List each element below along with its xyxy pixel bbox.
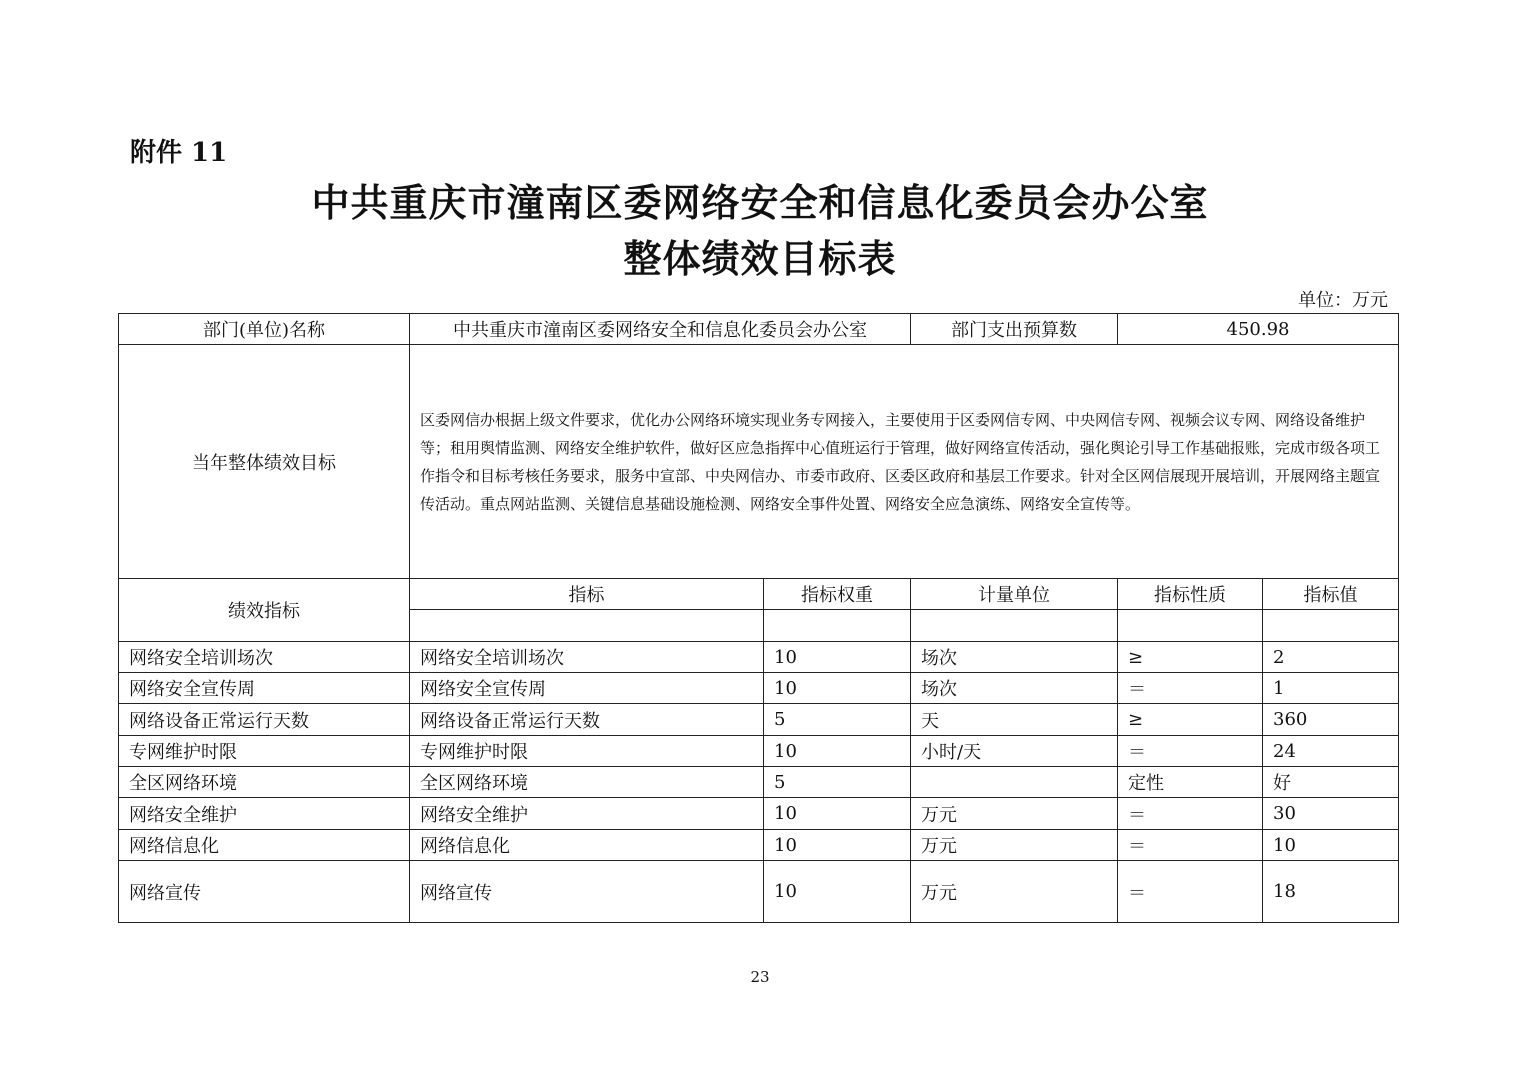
goal-text: 区委网信办根据上级文件要求，优化办公网络环境实现业务专网接入，主要使用于区委网信专网、中央网信专网、视频会议专网、网络设备维护等；租用舆情监测、网络安全维护软件，做好区应急指挥中心值班运行于管理，做好网络宣传活动，强化舆论引导工作基础报账，完成市级各项工作指令和目标考核任务要求，服务中宣部、中央网信办、市委市政府、区委区政府和基层工作要求。针对全区网信展现开展培训，开展网络主题宣传活动。重点网站监测、关键信息基础设施检测、网络安全事件处置、网络安全应急演练、网络安全宣传等。 bbox=[410, 345, 1399, 579]
table-cell: ≥ bbox=[1118, 642, 1263, 673]
table-cell: ＝ bbox=[1118, 830, 1263, 861]
table-cell: 全区网络环境 bbox=[410, 767, 764, 798]
table-row bbox=[119, 798, 1399, 830]
table-cell: ＝ bbox=[1118, 798, 1263, 830]
table-cell: 网络安全培训场次 bbox=[119, 642, 410, 673]
table-cell: 好 bbox=[1263, 767, 1399, 798]
page-number: 23 bbox=[750, 968, 770, 986]
column-header: 指标 bbox=[410, 579, 764, 610]
table-cell: 10 bbox=[1263, 830, 1399, 861]
table-cell: 网络安全宣传周 bbox=[119, 673, 410, 704]
table-cell: 网络宣传 bbox=[119, 861, 410, 923]
table-cell: 5 bbox=[764, 704, 911, 736]
table-cell: 10 bbox=[764, 798, 911, 830]
table-cell: ＝ bbox=[1118, 673, 1263, 704]
table-cell: ≥ bbox=[1118, 704, 1263, 736]
table-cell: 场次 bbox=[911, 642, 1118, 673]
table-cell: 网络信息化 bbox=[410, 830, 764, 861]
table-cell: 10 bbox=[764, 736, 911, 767]
table-cell: 天 bbox=[911, 704, 1118, 736]
table-row bbox=[119, 736, 1399, 767]
table-row bbox=[119, 642, 1399, 673]
table-cell: 5 bbox=[764, 767, 911, 798]
unit-label: 单位：万元 bbox=[1298, 290, 1388, 311]
table-cell: 网络设备正常运行天数 bbox=[119, 704, 410, 736]
table-cell: 24 bbox=[1263, 736, 1399, 767]
column-header: 指标权重 bbox=[764, 579, 911, 610]
table-cell: 万元 bbox=[911, 830, 1118, 861]
attachment-label: 附件 11 bbox=[130, 138, 228, 168]
blank-cell bbox=[764, 610, 911, 642]
indicator-header-row bbox=[119, 579, 1399, 610]
table-row bbox=[119, 830, 1399, 861]
table-cell: 2 bbox=[1263, 642, 1399, 673]
page-subtitle: 整体绩效目标表 bbox=[623, 236, 897, 281]
table-cell: 万元 bbox=[911, 798, 1118, 830]
table-cell: 10 bbox=[764, 642, 911, 673]
blank-cell bbox=[1263, 610, 1399, 642]
table-cell: 小时/天 bbox=[911, 736, 1118, 767]
table-cell: ＝ bbox=[1118, 736, 1263, 767]
blank-cell bbox=[911, 610, 1118, 642]
column-header: 指标值 bbox=[1263, 579, 1399, 610]
goal-label: 当年整体绩效目标 bbox=[119, 345, 410, 579]
table-cell: 网络安全宣传周 bbox=[410, 673, 764, 704]
header-row bbox=[119, 314, 1399, 345]
blank-cell bbox=[1118, 610, 1263, 642]
table-cell: 10 bbox=[764, 673, 911, 704]
goal-row bbox=[119, 345, 1399, 579]
indicator-section-label: 绩效指标 bbox=[119, 579, 410, 642]
budget-value: 450.98 bbox=[1118, 314, 1399, 345]
table-cell: 30 bbox=[1263, 798, 1399, 830]
dept-name: 中共重庆市潼南区委网络安全和信息化委员会办公室 bbox=[410, 314, 911, 345]
budget-label: 部门支出预算数 bbox=[911, 314, 1118, 345]
page-title: 中共重庆市潼南区委网络安全和信息化委员会办公室 bbox=[311, 180, 1209, 225]
table-cell: 专网维护时限 bbox=[119, 736, 410, 767]
table-cell: 18 bbox=[1263, 861, 1399, 923]
column-header: 指标性质 bbox=[1118, 579, 1263, 610]
dept-label: 部门(单位)名称 bbox=[119, 314, 410, 345]
table-cell: 网络设备正常运行天数 bbox=[410, 704, 764, 736]
table-cell: 定性 bbox=[1118, 767, 1263, 798]
performance-table bbox=[118, 313, 1399, 923]
column-header: 计量单位 bbox=[911, 579, 1118, 610]
table-cell: 网络信息化 bbox=[119, 830, 410, 861]
table-cell: 360 bbox=[1263, 704, 1399, 736]
table-cell: ＝ bbox=[1118, 861, 1263, 923]
table-cell: 1 bbox=[1263, 673, 1399, 704]
table-row bbox=[119, 704, 1399, 736]
table-cell: 网络安全维护 bbox=[119, 798, 410, 830]
table-cell bbox=[911, 767, 1118, 798]
table-row bbox=[119, 767, 1399, 798]
table-cell: 场次 bbox=[911, 673, 1118, 704]
blank-cell bbox=[410, 610, 764, 642]
table-row bbox=[119, 673, 1399, 704]
table-cell: 网络宣传 bbox=[410, 861, 764, 923]
table-cell: 专网维护时限 bbox=[410, 736, 764, 767]
table-cell: 网络安全维护 bbox=[410, 798, 764, 830]
table-cell: 万元 bbox=[911, 861, 1118, 923]
table-cell: 网络安全培训场次 bbox=[410, 642, 764, 673]
table-row bbox=[119, 861, 1399, 923]
table-cell: 全区网络环境 bbox=[119, 767, 410, 798]
table-cell: 10 bbox=[764, 861, 911, 923]
table-cell: 10 bbox=[764, 830, 911, 861]
